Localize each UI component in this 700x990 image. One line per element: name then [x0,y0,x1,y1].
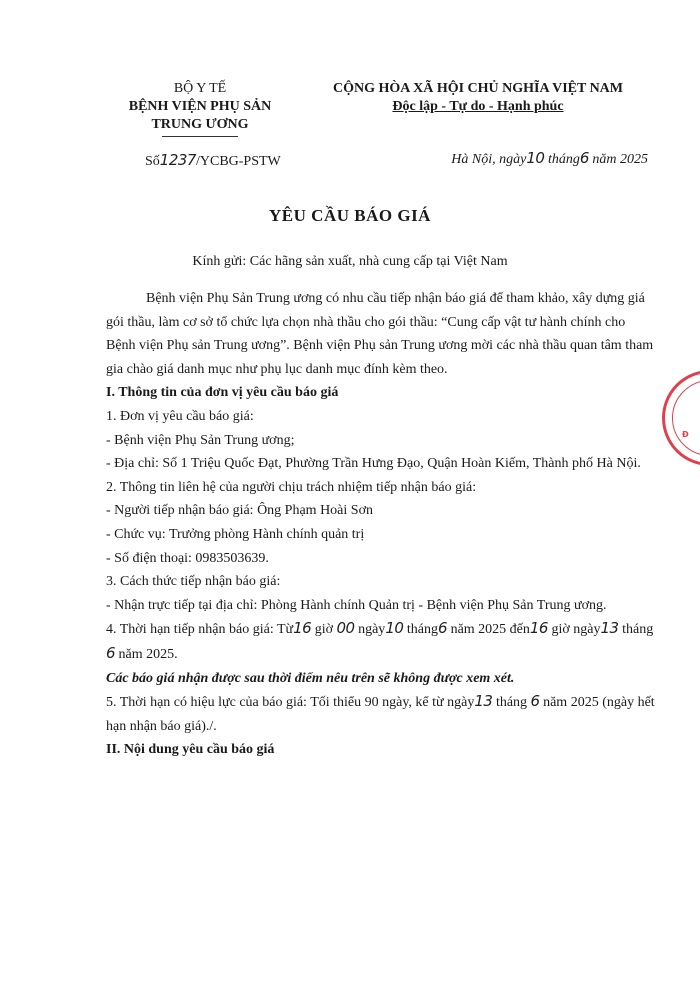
item-4 [106,617,656,666]
national-header [308,80,648,116]
handwritten-start-month: 6 [438,619,448,638]
section-1-heading: I. Thông tin của đơn vị yêu cầu báo giá [106,385,339,401]
handwritten-validity-month: 6 [530,692,540,711]
item-4-text-4: tháng [403,622,439,638]
greeting-line: Kính gửi: Các hãng sản xuất, nhà cung cấp tại Việt Nam [192,254,508,269]
section-2-heading: II. Nội dung yêu cầu báo giá [106,742,275,758]
handwritten-end-day: 13 [600,619,619,638]
handwritten-day: 10 [526,149,545,167]
receiver-position: - Chức vụ: Trưởng phòng Hành chính quản trị [106,526,365,542]
handwritten-month: 6 [579,149,589,167]
document-number [145,151,281,170]
item-5 [106,690,656,738]
receipt-method: - Nhận trực tiếp tại địa chỉ: Phòng Hành chính Quản trị - Bệnh viện Phụ Sản Trung ương. [106,597,607,613]
number-prefix: Số [145,154,160,169]
document-date [451,149,648,168]
item-4-text-7: tháng [618,622,654,638]
handwritten-start-hour: 16 [293,619,312,638]
item-4-text-8: năm 2025. [115,646,178,662]
item-4-text-6: giờ ngày [547,622,601,638]
item-4-text-2: giờ [311,622,337,638]
date-year: năm 2025 [592,152,648,167]
item-2: 2. Thông tin liên hệ của người chịu trách nhiệm tiếp nhận báo giá: [106,479,477,495]
item-1: 1. Đơn vị yêu cầu báo giá: [106,408,254,424]
hospital-name-line1: BỆNH VIỆN PHỤ SẢN [128,99,272,114]
receiver-phone: - Số điện thoại: 0983503639. [106,550,269,566]
deadline-note: Các báo giá nhận được sau thời điểm nêu trên sẽ không được xem xét. [106,670,515,686]
unit-address: - Địa chỉ: Số 1 Triệu Quốc Đạt, Phường Trần Hưng Đạo, Quận Hoàn Kiếm, Thành phố Hà Nội. [106,456,641,472]
date-month-label: tháng [547,152,580,167]
intro-paragraph: Bệnh viện Phụ Sản Trung ương có nhu cầu tiếp nhận báo giá để tham khảo, xây dựng giá gói thầu, làm cơ sở tổ chức lựa chọn nhà thầu cho gói thầu: “Cung cấp vật tư hành chính cho Bệnh viện Phụ sản Trung ương”. Bệnh viện Phụ sản Trung ương mời các nhà thầu quan tâm tham gia chào giá danh mục như phụ lục danh mục đính kèm theo. [106,291,654,377]
national-motto: Độc lập - Tự do - Hạnh phúc [392,99,564,114]
item-5-text-1: 5. Thời hạn có hiệu lực của báo giá: Tối thiểu 90 ngày, kể từ ngày [106,695,475,711]
handwritten-end-hour: 16 [529,619,548,638]
receiver-name: - Người tiếp nhận báo giá: Ông Phạm Hoài Sơn [106,503,373,519]
item-3: 3. Cách thức tiếp nhận báo giá: [106,574,281,590]
handwritten-end-month: 6 [106,643,116,662]
handwritten-number: 1237 [159,151,196,169]
number-suffix: /YCBG-PSTW [195,154,281,169]
unit-name: - Bệnh viện Phụ Sản Trung ương; [106,432,295,448]
country-name: CỘNG HÒA XÃ HỘI CHỦ NGHĨA VIỆT NAM [332,81,623,96]
item-5-text-2: tháng [492,695,531,711]
item-4-text-1: 4. Thời hạn tiếp nhận báo giá: Từ [106,622,294,638]
document-body [106,287,656,762]
item-4-text-3: ngày [354,622,386,638]
handwritten-start-day: 10 [385,619,404,638]
ministry-name: BỘ Y TẾ [173,81,227,96]
handwritten-validity-day: 13 [474,692,493,711]
issuer-underline [162,136,238,137]
handwritten-start-minute: 00 [336,619,355,638]
item-4-text-5: năm 2025 đến [447,622,530,638]
hospital-name-line2: TRUNG ƯƠNG [151,117,249,132]
document-title: YÊU CẦU BÁO GIÁ [269,206,431,225]
issuer-block [110,80,290,137]
stamp-letter: Đ [682,430,689,439]
item-5-text-3: năm 2025 (ngày hết hạn nhận báo giá)./. [106,695,655,734]
date-place: Hà Nội, ngày [451,152,527,167]
